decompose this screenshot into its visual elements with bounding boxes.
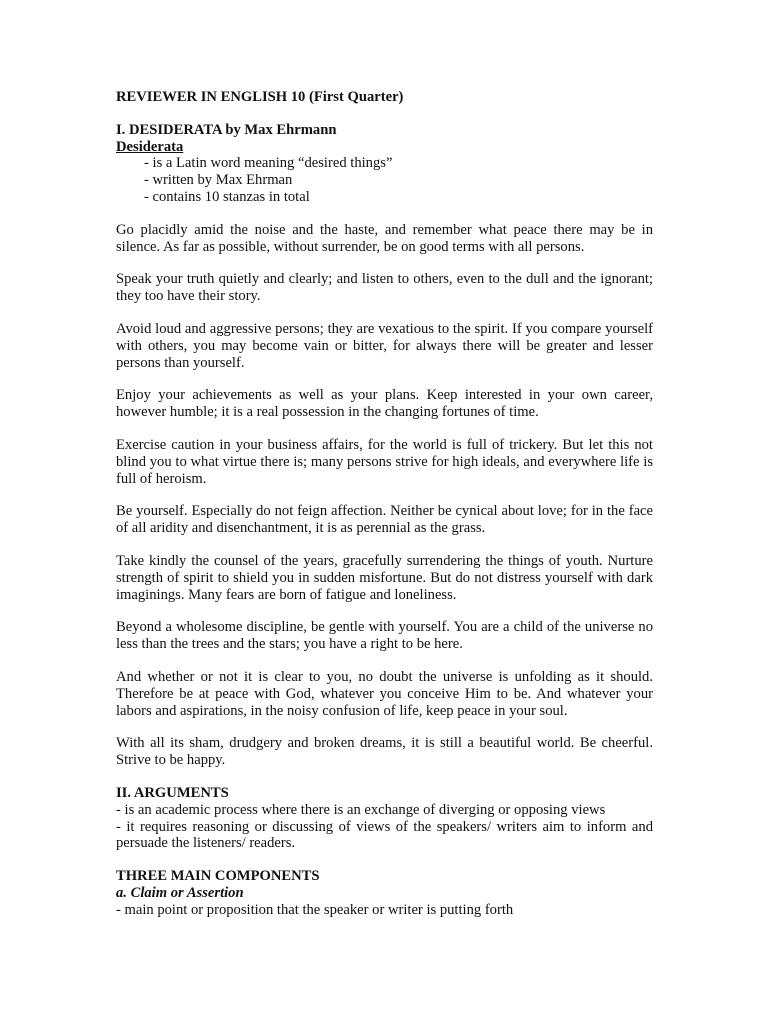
stanza-paragraph: Speak your truth quietly and clearly; and listen to others, even to the dull and the ignorant; they too have their story. (116, 271, 653, 305)
stanza-paragraph: Avoid loud and aggressive persons; they are vexatious to the spirit. If you compare yourself with others, you may become vain or bitter, for always there will be greater and lesser persons than yourself. (116, 320, 653, 371)
section-heading-desiderata: I. DESIDERATA by Max Ehrmann (116, 121, 337, 138)
definition-bullet: - written by Max Ehrman (144, 172, 293, 189)
arguments-bullet: - it requires reasoning or discussing of views of the speakers/ writers aim to inform and persuade the listeners/ readers. (116, 818, 653, 852)
stanza-paragraph: Exercise caution in your business affairs, for the world is full of trickery. But let this not blind you to what virtue there is; many persons strive for high ideals, and everywhere life is full of heroism. (116, 436, 653, 487)
document-title: REVIEWER IN ENGLISH 10 (First Quarter) (116, 89, 404, 105)
definition-bullet: - contains 10 stanzas in total (144, 188, 310, 205)
stanza-paragraph: Enjoy your achievements as well as your plans. Keep interested in your own career, however humble; it is a real possession in the changing fortunes of time. (116, 387, 653, 421)
arguments-bullet: - is an academic process where there is an exchange of diverging or opposing views (116, 801, 606, 818)
section-heading-components: THREE MAIN COMPONENTS (116, 868, 320, 885)
component-bullet: - main point or proposition that the speaker or writer is putting forth (116, 901, 514, 918)
stanza-paragraph: Take kindly the counsel of the years, gracefully surrendering the things of youth. Nurture strength of spirit to shield you in sudden misfortune. But do not distress yourself with dark imaginings. Many fears are born of fatigue and loneliness. (116, 552, 653, 603)
stanza-paragraph: Be yourself. Especially do not feign affection. Neither be cynical about love; for in the face of all aridity and disenchantment, it is as perennial as the grass. (116, 503, 653, 537)
term-desiderata: Desiderata (116, 138, 184, 155)
stanza-paragraph: Beyond a wholesome discipline, be gentle with yourself. You are a child of the universe no less than the trees and the stars; you have a right to be here. (116, 619, 653, 653)
stanza-paragraph: Go placidly amid the noise and the haste, and remember what peace there may be in silence. As far as possible, without surrender, be on good terms with all persons. (116, 221, 653, 255)
section-heading-arguments: II. ARGUMENTS (116, 784, 229, 801)
component-subheading-claim: a. Claim or Assertion (116, 884, 244, 901)
definition-bullet: - is a Latin word meaning “desired things” (144, 155, 393, 172)
document-body (116, 89, 653, 918)
stanza-paragraph: And whether or not it is clear to you, no doubt the universe is unfolding as it should. Therefore be at peace with God, whatever you conceive Him to be. And whatever your labors and aspirations, in the noisy confusion of life, keep peace in your soul. (116, 668, 653, 719)
stanza-paragraph: With all its sham, drudgery and broken dreams, it is still a beautiful world. Be cheerful. Strive to be happy. (116, 735, 653, 769)
